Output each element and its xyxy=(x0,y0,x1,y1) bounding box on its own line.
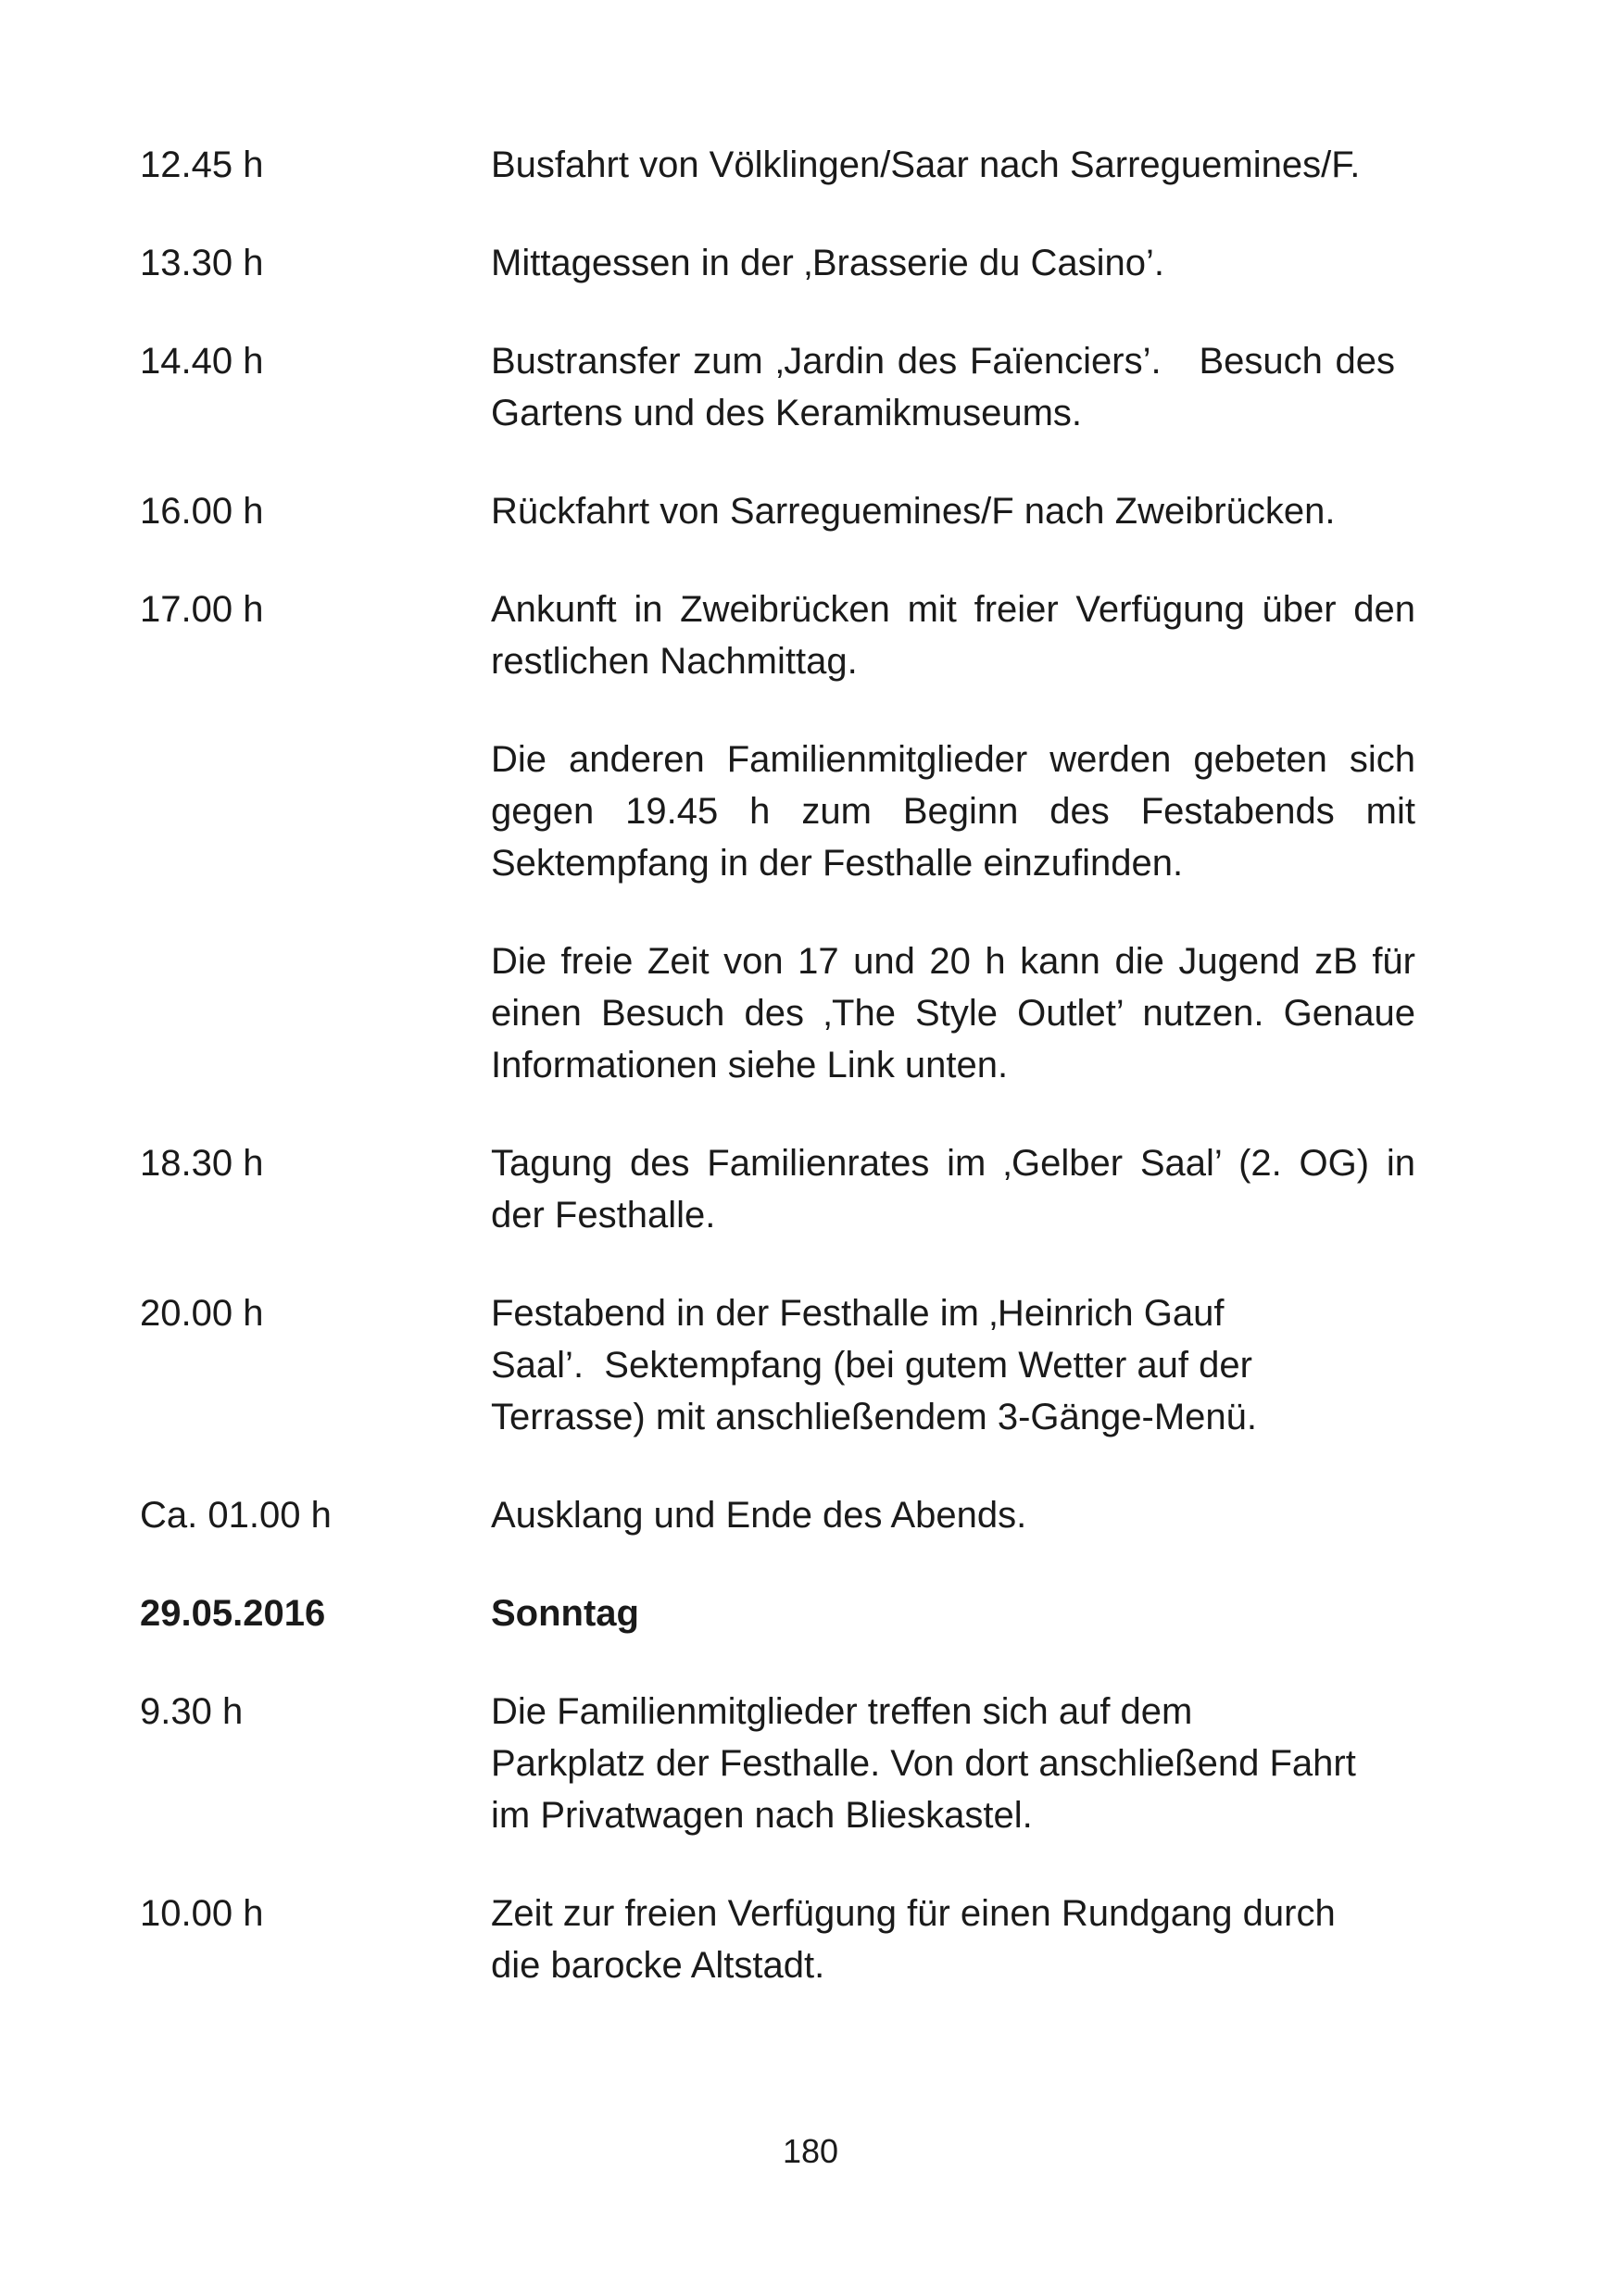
entry-time: 14.40 h xyxy=(140,341,264,382)
entry-description: Busfahrt von Völklingen/Saar nach Sarreguemines/F. xyxy=(491,144,1361,185)
entry-time: 17.00 h xyxy=(140,589,264,630)
entry-time: 18.30 h xyxy=(140,1143,264,1184)
description-line: Festabend in der Festhalle im ‚Heinrich Gauf xyxy=(491,1293,1225,1334)
entry-time: 10.00 h xyxy=(140,1893,264,1934)
description-line: im Privatwagen nach Blieskastel. xyxy=(491,1795,1033,1836)
entry-description: Die anderen Familienmitglieder werden gebeten sich gegen 19.45 h zum Beginn des Festabends mit Sektempfang in der Festhalle einzufinden. xyxy=(491,739,1415,884)
day-date: 29.05.2016 xyxy=(140,1593,326,1634)
entry-description xyxy=(491,1888,1415,1991)
page-number: 180 xyxy=(782,2132,839,2170)
entry-time: 13.30 h xyxy=(140,243,264,283)
entry-description: Bustransfer zum ‚Jardin des Faïenciers’. Besuch des Gartens und des Keramikmuseums. xyxy=(491,341,1406,433)
entry-description: Ausklang und Ende des Abends. xyxy=(491,1495,1027,1536)
entry-description: Ankunft in Zweibrücken mit freier Verfügung über den restlichen Nachmittag. xyxy=(491,589,1415,682)
entry-description: Tagung des Familienrates im ‚Gelber Saal’ (2. OG) in der Festhalle. xyxy=(491,1143,1415,1236)
entry-time: 20.00 h xyxy=(140,1293,264,1334)
description-line: Saal’. Sektempfang (bei gutem Wetter auf der xyxy=(491,1345,1252,1386)
day-name: Sonntag xyxy=(491,1593,639,1634)
entry-time: 16.00 h xyxy=(140,491,264,532)
description-line: Parkplatz der Festhalle. Von dort anschließend Fahrt xyxy=(491,1743,1356,1784)
description-line: die barocke Altstadt. xyxy=(491,1945,825,1986)
entry-time: 12.45 h xyxy=(140,144,264,185)
entry-description xyxy=(491,1686,1415,1841)
entry-time: 9.30 h xyxy=(140,1691,244,1732)
entry-description xyxy=(491,1287,1415,1443)
description-line: Die Familienmitglieder treffen sich auf dem xyxy=(491,1691,1193,1732)
entry-description: Die freie Zeit von 17 und 20 h kann die Jugend zB für einen Besuch des ‚The Style Outlet’ nutzen. Genaue Informationen siehe Link unten. xyxy=(491,941,1415,1085)
description-line: Zeit zur freien Verfügung für einen Rundgang durch xyxy=(491,1893,1336,1934)
entry-description: Mittagessen in der ‚Brasserie du Casino’. xyxy=(491,243,1165,283)
entry-time: Ca. 01.00 h xyxy=(140,1495,332,1536)
entry-description: Rückfahrt von Sarreguemines/F nach Zweibrücken. xyxy=(491,491,1336,532)
description-line: Terrasse) mit anschließendem 3-Gänge-Menü. xyxy=(491,1397,1258,1437)
